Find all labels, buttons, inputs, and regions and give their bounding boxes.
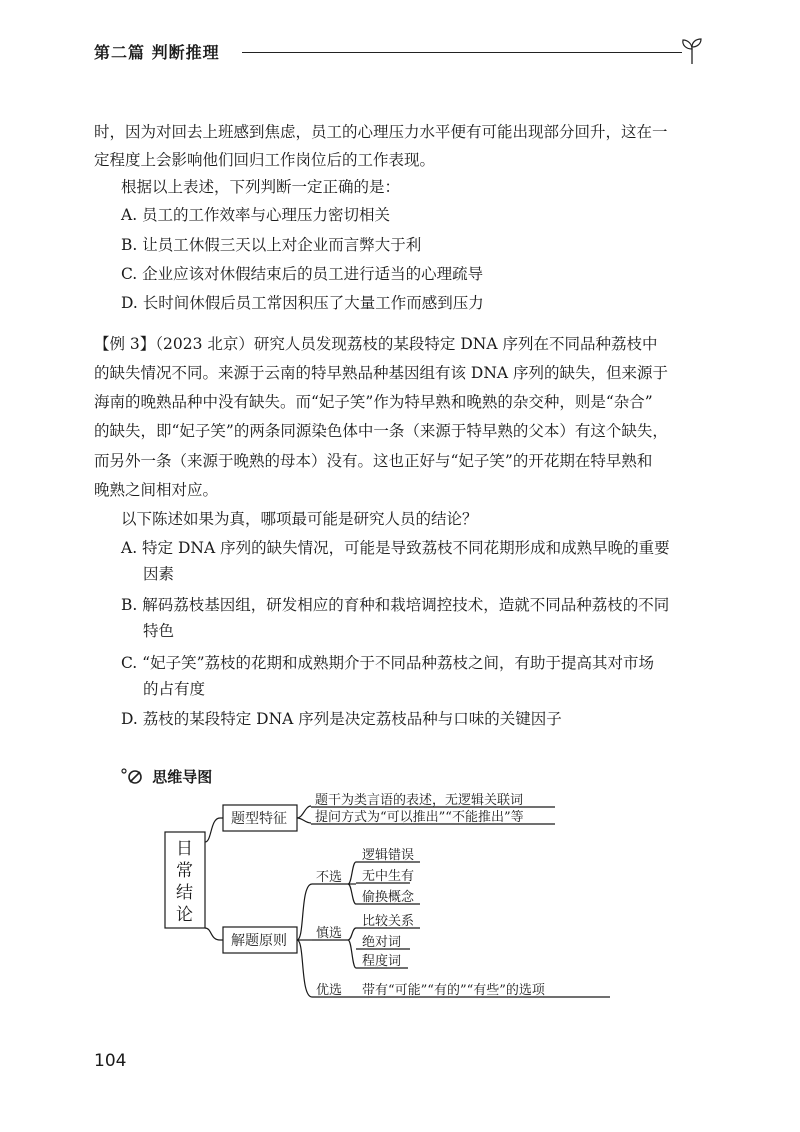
example-line: 的缺失，即“妃子笑”的两条同源染色体中一条（来源于特早熟的父本）有这个缺失， [94,422,668,440]
section-title: 第二篇 判断推理 [94,43,220,62]
root-char: 论 [176,905,193,925]
option-c: C. 企业应该对休假结束后的员工进行适当的心理疏导 [121,265,484,283]
leaf-label: 偷换概念 [362,890,415,905]
group-label: 不选 [316,870,343,885]
branch-label: 解题原则 [231,933,287,949]
root-char: 结 [176,883,193,903]
leaf-label: 程度词 [362,954,402,969]
root-char: 日 [176,839,193,859]
example-line: 海南的晚熟品种中没有缺失。而“妃子笑”作为特早熟和晚熟的杂交种，则是“杂合” [94,393,653,411]
root-char: 常 [176,861,193,881]
option-d: D. 荔枝的某段特定 DNA 序列是决定荔枝品种与口味的关键因子 [121,710,562,728]
example-line: 而另外一条（来源于晚熟的母本）没有。这也正好与“妃子笑”的开花期在特早熟和 [94,452,653,470]
option-b: B. 解码荔枝基因组，研发相应的育种和栽培调控技术，造就不同品种荔枝的不同 [121,596,670,614]
option-c-cont: 的占有度 [143,680,206,698]
page-header [94,36,704,76]
option-d: D. 长时间休假后员工常因积压了大量工作而感到压力 [121,294,484,312]
option-b: B. 让员工休假三天以上对企业而言弊大于利 [121,236,422,254]
header-rule [242,52,682,53]
option-a-cont: 因素 [143,565,175,583]
example-line: 的缺失情况不同。来源于云南的特早熟品种基因组有该 DNA 序列的缺失，但来源于 [94,364,669,382]
group-label: 慎选 [316,926,343,941]
paragraph-line: 定程度上会影响他们回归工作岗位后的工作表现。 [94,151,436,169]
option-a: A. 员工的工作效率与心理压力密切相关 [121,206,391,224]
example-line: 晚熟之间相对应。 [94,481,219,499]
option-b-cont: 特色 [143,622,175,640]
paragraph-line: 时，因为对回去上班感到焦虑，员工的心理压力水平便有可能出现部分回升，这在一 [94,123,668,141]
mindmap-heading [121,766,212,787]
leaf-label: 题干为类言语的表述，无逻辑关联词 [315,793,524,808]
branch-label: 题型特征 [231,811,287,827]
leaf-label: 绝对词 [362,935,402,950]
example-line: 【例 3】（2023 北京）研究人员发现荔枝的某段特定 DNA 序列在不同品种荔枝中 [94,335,658,353]
group-label: 优选 [316,983,343,998]
leaf-label: 逻辑错误 [362,848,415,863]
leaf-label: 带有“可能”“有的”“有些”的选项 [362,983,545,998]
leaf-label: 无中生有 [362,869,415,884]
sprout-icon [680,36,704,66]
page-number: 104 [94,1051,127,1071]
question-prompt: 根据以上表述，下列判断一定正确的是： [121,178,401,196]
leaf-label: 比较关系 [362,914,415,929]
leaf-label: 提问方式为“可以推出”“不能推出”等 [315,810,524,825]
option-a: A. 特定 DNA 序列的缺失情况，可能是导致荔枝不同花期形成和成熟早晚的重要 [121,539,670,557]
question-prompt: 以下陈述如果为真，哪项最可能是研究人员的结论？ [121,510,478,528]
mindmap-heading-text: 思维导图 [152,768,213,786]
mindmap-icon [121,767,147,785]
option-c: C. “妃子笑”荔枝的花期和成熟期介于不同品种荔枝之间，有助于提高其对市场 [121,654,655,672]
mindmap-diagram [150,790,630,1010]
